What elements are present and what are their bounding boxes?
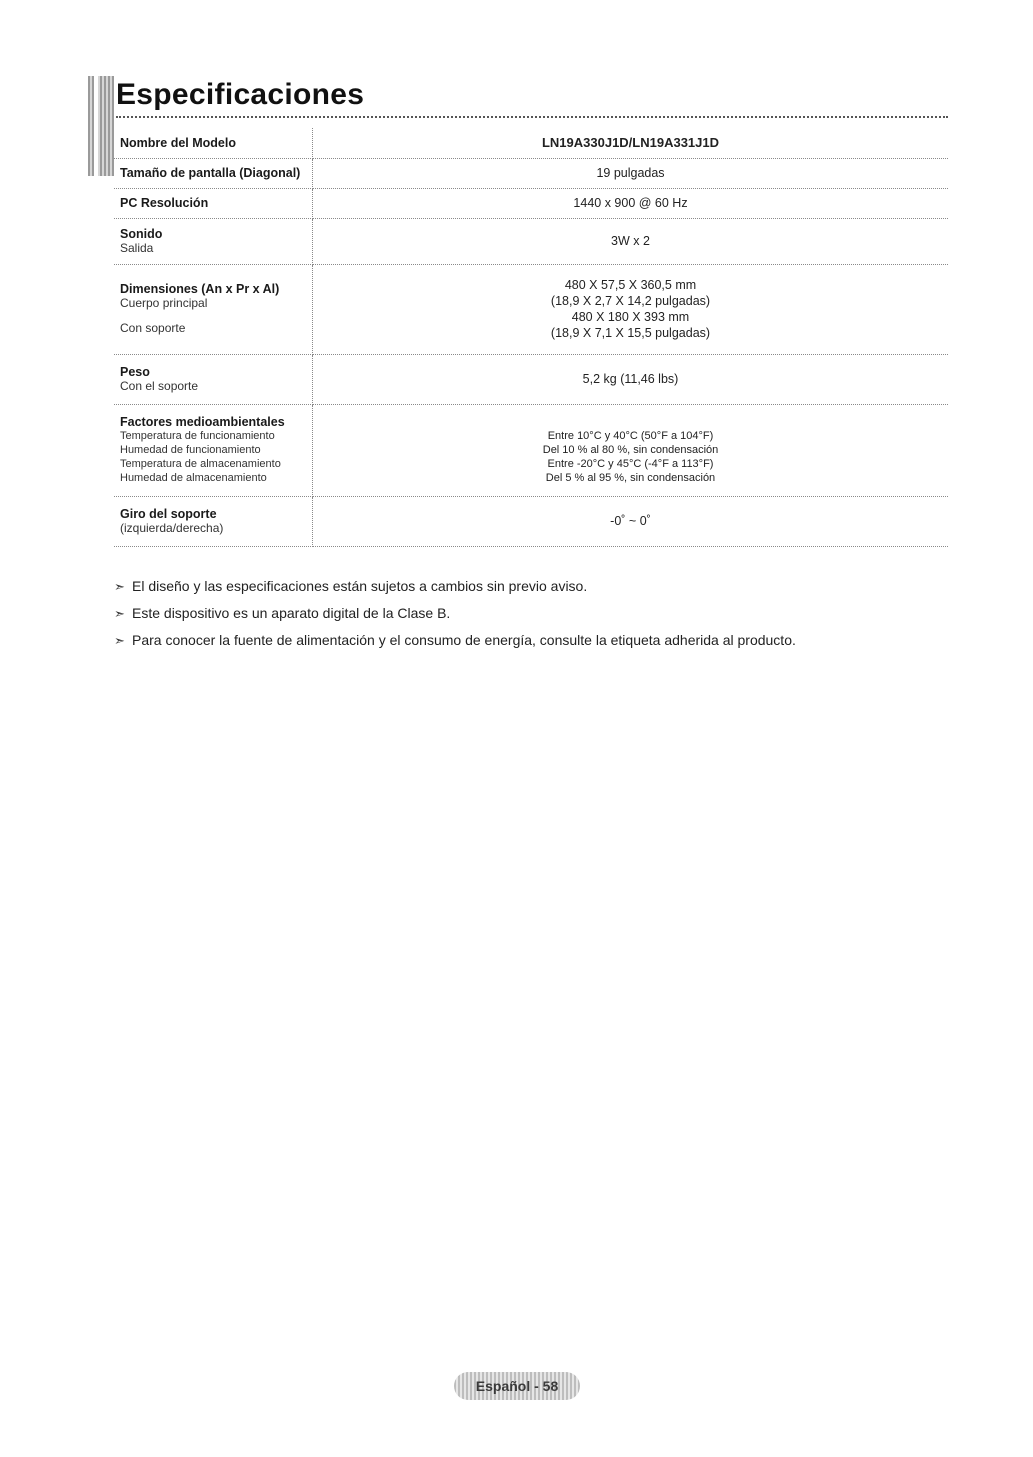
storage-humidity-value: Del 5 % al 95 %, sin condensación (545, 472, 716, 484)
dimensions-main-body-mm: 480 X 57,5 X 360,5 mm (564, 278, 697, 292)
sound-label-cell (114, 218, 313, 264)
list-item (114, 600, 796, 627)
sound-label: Sonido (120, 226, 163, 241)
table-row-weight (114, 354, 948, 404)
note-arrow-icon: ➣ (114, 633, 125, 648)
screen-size-label: Tamaño de pantalla (Diagonal) (120, 166, 301, 180)
dimensions-label: Dimensiones (An x Pr x Al) (120, 282, 280, 296)
dimensions-with-stand-label: Con soporte (120, 321, 186, 335)
weight-with-stand-label: Con el soporte (120, 378, 199, 393)
table-row-dimensions (114, 264, 948, 354)
table-row-swivel (114, 496, 948, 546)
swivel-value-cell (313, 496, 949, 546)
screen-size-value-cell (313, 158, 949, 188)
weight-value: 5,2 kg (11,46 lbs) (582, 372, 679, 386)
table-row-screen-size (114, 158, 948, 188)
operating-temperature-label: Temperatura de funcionamiento (120, 430, 275, 442)
dimensions-with-stand-inches: (18,9 X 7,1 X 15,5 pulgadas) (550, 326, 711, 340)
dimensions-with-stand-mm: 480 X 180 X 393 mm (571, 310, 690, 324)
page-number-badge: Español - 58 (454, 1372, 580, 1400)
specifications-table (114, 128, 948, 547)
sound-output-label: Salida (120, 240, 154, 255)
list-item (114, 573, 796, 600)
note-text: Este dispositivo es un aparato digital de la Clase B. (132, 605, 451, 621)
environment-value-cell (313, 404, 949, 496)
operating-temperature-value: Entre 10°C y 40°C (50°F a 104°F) (547, 430, 714, 442)
table-row-sound (114, 218, 948, 264)
pc-resolution-label: PC Resolución (120, 196, 209, 210)
operating-humidity-label: Humedad de funcionamiento (120, 444, 261, 456)
page-title: Especificaciones (116, 78, 365, 111)
note-arrow-icon: ➣ (114, 606, 125, 621)
note-arrow-icon: ➣ (114, 579, 125, 594)
pc-resolution-value: 1440 x 900 @ 60 Hz (573, 196, 688, 210)
weight-value-cell (313, 354, 949, 404)
operating-humidity-value: Del 10 % al 80 %, sin condensación (542, 444, 719, 456)
dimensions-value-cell (313, 264, 949, 354)
weight-label-cell (114, 354, 313, 404)
swivel-label: Giro del soporte (120, 506, 217, 521)
note-text: Para conocer la fuente de alimentación y el consumo de energía, consulte la etiqueta adherida al producto. (132, 632, 796, 648)
dimensions-main-body-inches: (18,9 X 2,7 X 14,2 pulgadas) (550, 294, 711, 308)
spacer (120, 311, 306, 321)
model-value: LN19A330J1D/LN19A331J1D (541, 135, 720, 151)
list-item (114, 627, 796, 654)
swivel-direction-label: (izquierda/derecha) (120, 520, 224, 535)
dimensions-main-body-label: Cuerpo principal (120, 296, 208, 310)
environment-label-cell (114, 404, 313, 496)
title-divider (116, 116, 948, 118)
table-row-environment (114, 404, 948, 496)
sound-value-cell (313, 218, 949, 264)
screen-size-value: 19 pulgadas (596, 166, 665, 180)
swivel-label-cell (114, 496, 313, 546)
model-value-cell (313, 128, 949, 158)
table-row-model (114, 128, 948, 158)
pc-resolution-value-cell (313, 188, 949, 218)
environment-label: Factores medioambientales (120, 415, 285, 429)
screen-size-label-cell (114, 158, 313, 188)
swivel-value: -0˚ ~ 0˚ (610, 514, 651, 528)
notes-list (114, 573, 796, 654)
pc-resolution-label-cell (114, 188, 313, 218)
storage-temperature-value: Entre -20°C y 45°C (-4°F a 113°F) (547, 458, 714, 470)
sound-value: 3W x 2 (611, 234, 650, 248)
table-row-pc-resolution (114, 188, 948, 218)
model-label: Nombre del Modelo (120, 135, 236, 150)
section-marker-bar (88, 76, 114, 176)
storage-humidity-label: Humedad de almacenamiento (120, 472, 267, 484)
note-text: El diseño y las especificaciones están sujetos a cambios sin previo aviso. (132, 578, 588, 594)
storage-temperature-label: Temperatura de almacenamiento (120, 458, 281, 470)
dimensions-label-cell (114, 264, 313, 354)
weight-label: Peso (120, 364, 150, 379)
model-label-cell (114, 128, 313, 158)
